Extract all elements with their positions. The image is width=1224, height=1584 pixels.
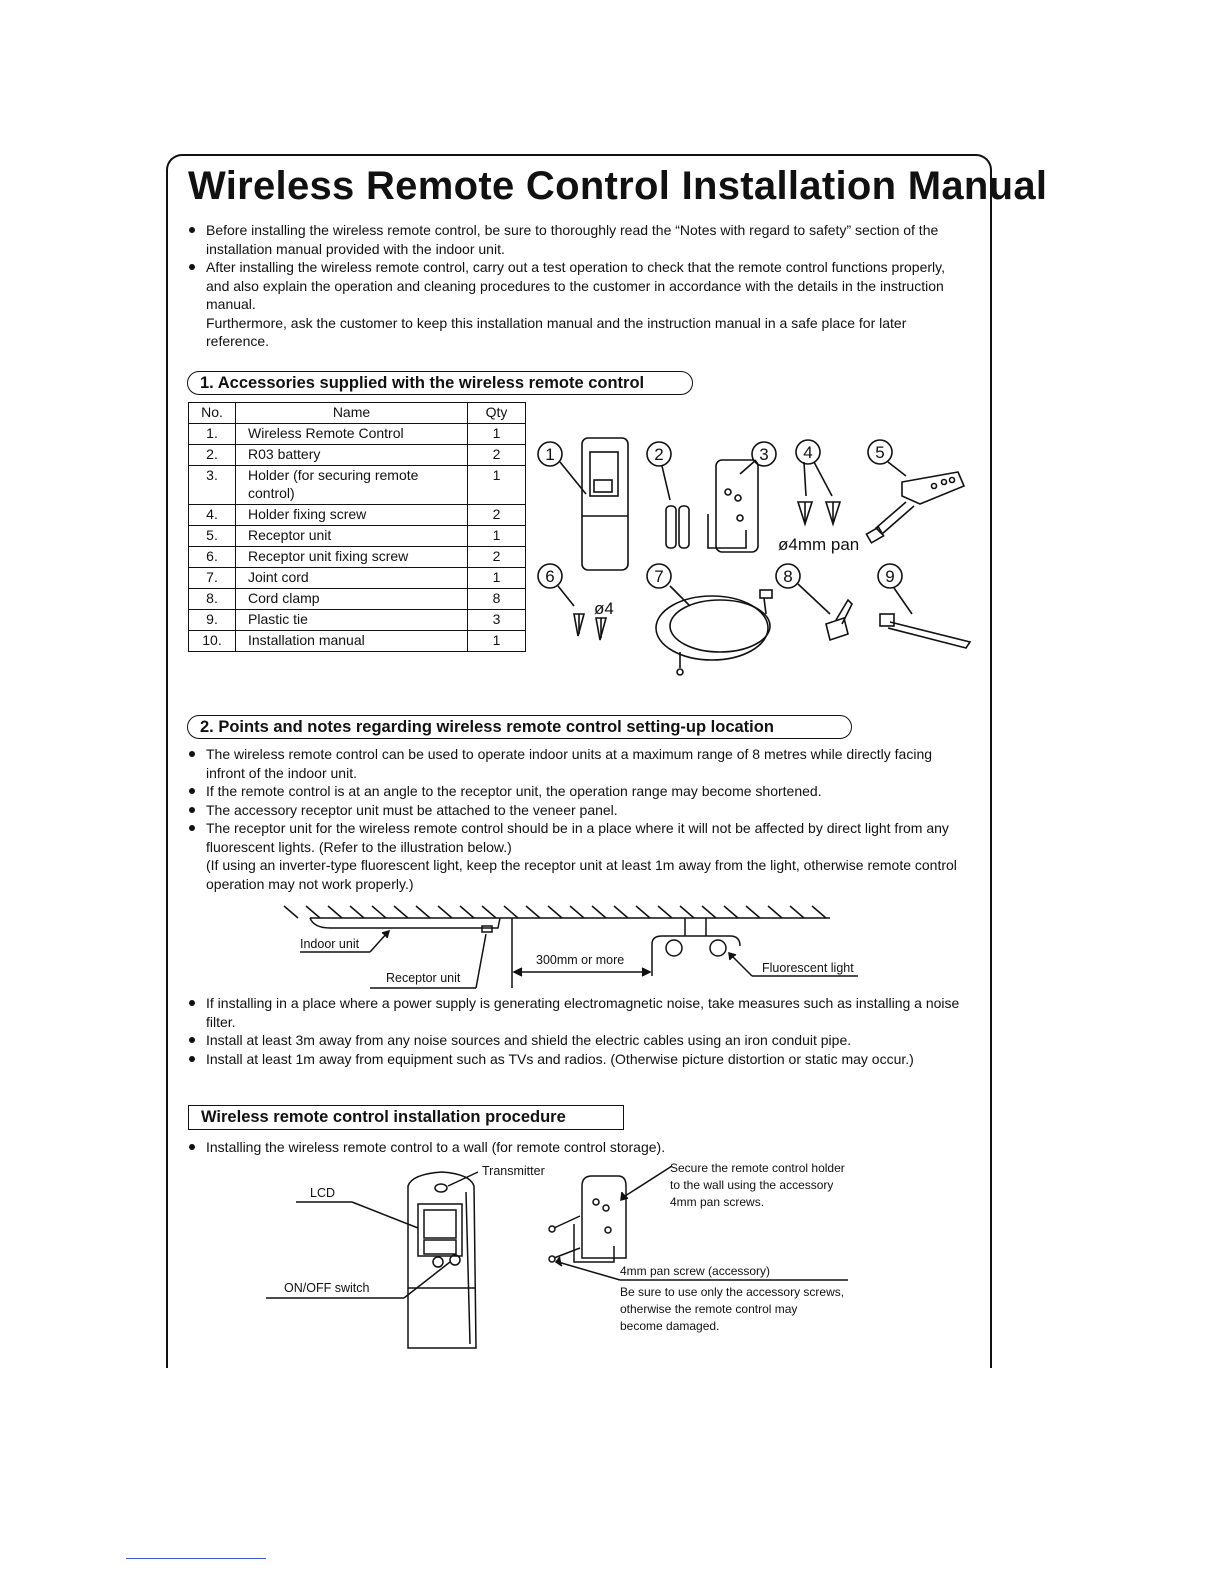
col-no-header: No.: [189, 403, 236, 424]
item-number-7: [647, 564, 671, 588]
item-number-5: [868, 440, 892, 464]
location-diagram: [270, 900, 870, 992]
intro-note: Furthermore, ask the customer to keep this installation manual and the instruction manual in a safe place for later reference.: [206, 314, 907, 349]
pan-screw-label: 4mm pan screw (accessory): [620, 1264, 771, 1278]
section1-heading: 1. Accessories supplied with the wireless remote control: [187, 371, 693, 395]
item-number-6: [538, 564, 562, 588]
receptor-unit-icon: [866, 462, 964, 543]
distance-label: 300mm or more: [536, 953, 625, 967]
table-row: [189, 466, 526, 505]
row-no: 9.: [189, 610, 236, 631]
col-qty-header: Qty: [468, 403, 526, 424]
table-row: [189, 424, 526, 445]
table-row: [189, 505, 526, 526]
item-number-2: [647, 442, 671, 466]
item-number-8: [776, 564, 800, 588]
row-qty: 1: [468, 526, 526, 547]
plastic-tie-icon: [880, 588, 970, 648]
warning-3: become damaged.: [620, 1319, 720, 1333]
lcd-label: LCD: [310, 1186, 336, 1200]
section2-bullet: Install at least 1m away from equipment such as TVs and radios. (Otherwise picture distortion or static may occur.): [188, 1050, 968, 1069]
svg-text:6: 6: [545, 567, 555, 586]
warning-1: Be sure to use only the accessory screws,: [620, 1285, 845, 1299]
section2-list-b: [188, 994, 968, 1068]
col-name-header: Name: [236, 403, 468, 424]
row-no: 5.: [189, 526, 236, 547]
onoff-switch-label: ON/OFF switch: [284, 1281, 370, 1295]
holder-on-wall: [549, 1176, 626, 1262]
receptor-unit-label: Receptor unit: [386, 971, 461, 985]
holder-note-1: Secure the remote control holder: [670, 1161, 845, 1175]
svg-text:4: 4: [803, 443, 813, 462]
row-qty: 2: [468, 505, 526, 526]
item-number-1: [538, 442, 562, 466]
section2-list-a: [188, 745, 968, 893]
svg-text:ø4mm pan: ø4mm pan: [778, 535, 860, 554]
item-number-4: [796, 440, 820, 464]
svg-text:9: 9: [885, 567, 895, 586]
fluorescent-label: Fluorescent light: [762, 961, 854, 975]
section2-bullet: The accessory receptor unit must be attached to the veneer panel.: [188, 801, 968, 820]
svg-text:7: 7: [654, 567, 664, 586]
warning-2: otherwise the remote control may: [620, 1302, 798, 1316]
section2-heading: 2. Points and notes regarding wireless remote control setting-up location: [187, 715, 852, 739]
remote-control-front: [408, 1172, 476, 1348]
row-qty: 2: [468, 547, 526, 568]
row-no: 2.: [189, 445, 236, 466]
joint-cord-icon: [656, 586, 772, 675]
procedure-heading: Wireless remote control installation procedure: [188, 1105, 624, 1130]
indoor-unit-shape: [310, 918, 500, 928]
table-row: [189, 610, 526, 631]
footer-link-line: [126, 1558, 266, 1559]
item-number-9: [878, 564, 902, 588]
row-qty: 1: [468, 568, 526, 589]
table-header-row: [189, 403, 526, 424]
ceiling-hatch: [284, 906, 826, 918]
row-no: 8.: [189, 589, 236, 610]
page-title: Wireless Remote Control Installation Manual: [188, 164, 1048, 208]
table-row: [189, 568, 526, 589]
receptor-screw-icon: [558, 586, 614, 640]
row-name: Receptor unit: [236, 526, 468, 547]
row-name: Holder fixing screw: [236, 505, 468, 526]
table-row: [189, 547, 526, 568]
transmitter-label: Transmitter: [482, 1164, 545, 1178]
accessories-illustration: [530, 430, 980, 685]
row-name: R03 battery: [236, 445, 468, 466]
section2-bullet: If installing in a place where a power supply is generating electromagnetic noise, take measures such as installing a noise filter.: [188, 994, 968, 1031]
table-row: [189, 631, 526, 652]
item-number-3: [752, 442, 776, 466]
svg-text:8: 8: [783, 567, 793, 586]
table-row: [189, 445, 526, 466]
svg-text:2: 2: [654, 445, 664, 464]
receptor-unit-shape: [482, 926, 492, 932]
row-name: Plastic tie: [236, 610, 468, 631]
holder-screw-icon: [778, 462, 859, 554]
row-qty: 8: [468, 589, 526, 610]
row-name: Holder (for securing remote control): [236, 466, 468, 505]
row-no: 7.: [189, 568, 236, 589]
holder-note-3: 4mm pan screws.: [670, 1195, 765, 1209]
procedure-list: [188, 1138, 968, 1157]
table-row: [189, 589, 526, 610]
row-no: 10.: [189, 631, 236, 652]
table-row: [189, 526, 526, 547]
row-qty: 2: [468, 445, 526, 466]
intro-bullet: After installing the wireless remote control, carry out a test operation to check that the remote control functions properly, and also explain the operation and cleaning procedures to the customer in accordance with the details in the instruction manual.: [188, 258, 968, 314]
procedure-bullet: Installing the wireless remote control to a wall (for remote control storage).: [188, 1138, 968, 1157]
installation-illustration: [262, 1158, 872, 1363]
indoor-unit-label: Indoor unit: [300, 937, 360, 951]
section2-note: (If using an inverter-type fluorescent light, keep the receptor unit at least 1m away from the light, otherwise remote control operation may not work properly.): [206, 857, 957, 892]
fluorescent-light-shape: [652, 936, 740, 976]
row-qty: 1: [468, 424, 526, 445]
row-name: Installation manual: [236, 631, 468, 652]
battery-icon: [662, 466, 689, 548]
row-qty: 3: [468, 610, 526, 631]
section2-bullet: If the remote control is at an angle to the receptor unit, the operation range may become shortened.: [188, 782, 968, 801]
intro-bullet: Before installing the wireless remote control, be sure to thoroughly read the “Notes with regard to safety” section of the installation manual provided with the indoor unit.: [188, 221, 968, 258]
row-name: Wireless Remote Control: [236, 424, 468, 445]
section2-bullet: The wireless remote control can be used to operate indoor units at a maximum range of 8 metres while directly facing infront of the indoor unit.: [188, 745, 968, 782]
svg-text:5: 5: [875, 443, 885, 462]
row-qty: 1: [468, 466, 526, 505]
svg-text:1: 1: [545, 445, 555, 464]
cord-clamp-icon: [798, 584, 852, 640]
intro-list: [188, 221, 968, 351]
row-name: Joint cord: [236, 568, 468, 589]
row-qty: 1: [468, 631, 526, 652]
row-no: 1.: [189, 424, 236, 445]
row-name: Cord clamp: [236, 589, 468, 610]
remote-control-icon: [560, 438, 628, 570]
row-name: Receptor unit fixing screw: [236, 547, 468, 568]
svg-text:ø4: ø4: [594, 599, 614, 618]
section2-bullet: Install at least 3m away from any noise sources and shield the electric cables using an iron conduit pipe.: [188, 1031, 968, 1050]
row-no: 6.: [189, 547, 236, 568]
accessories-table: [188, 402, 526, 652]
svg-text:3: 3: [759, 445, 769, 464]
section2-bullet: The receptor unit for the wireless remote control should be in a place where it will not be affected by direct light from any fluorescent lights. (Refer to the illustration below.): [188, 819, 968, 856]
row-no: 3.: [189, 466, 236, 505]
holder-note-2: to the wall using the accessory: [670, 1178, 834, 1192]
row-no: 4.: [189, 505, 236, 526]
holder-icon: [708, 460, 758, 552]
